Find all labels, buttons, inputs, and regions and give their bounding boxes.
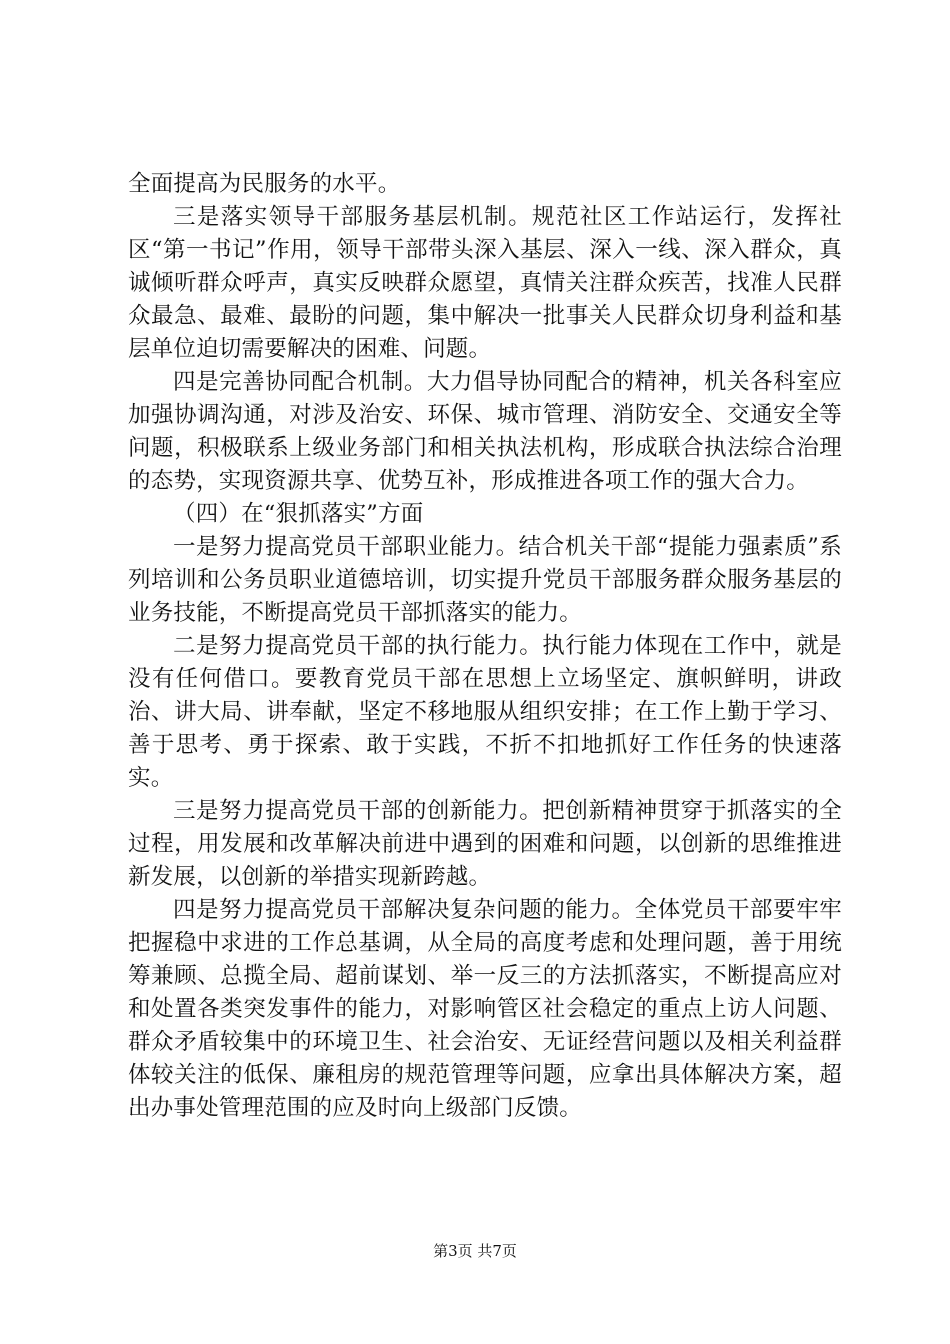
paragraph-1: 全面提高为民服务的水平。 [128, 171, 401, 197]
paragraph-2: 三是落实领导干部服务基层机制。规范社区工作站运行，发挥社区“第一书记”作用，领导干部带头深入基层、深入一线、深入群众，真诚倾听群众呼声，真实反映群众愿望，真情关注群众疾苦，找准人民群众最急、最难、最盼的问题，集中解决一批事关人民群众切身利益和基层单位迫切需要解决的困难、问题。 [128, 204, 842, 362]
paragraph-8: 四是努力提高党员干部解决复杂问题的能力。全体党员干部要牢牢把握稳中求进的工作总基调，从全局的高度考虑和处理问题，善于用统筹兼顾、总揽全局、超前谋划、举一反三的方法抓落实，不断提高应对和处置各类突发事件的能力，对影响管区社会稳定的重点上访人问题、群众矛盾较集中的环境卫生、社会治安、无证经营问题以及相关利益群体较关注的低保、廉租房的规范管理等问题，应拿出具体解决方案，超出办事处管理范围的应及时向上级部门反馈。 [128, 897, 842, 1121]
page-number-footer: 第3页 共7页 [433, 1242, 517, 1260]
document-body [128, 168, 842, 1125]
section-heading: （四）在“狠抓落实”方面 [173, 501, 424, 527]
paragraph-3: 四是完善协同配合机制。大力倡导协同配合的精神，机关各科室应加强协调沟通，对涉及治安、环保、城市管理、消防安全、交通安全等问题，积极联系上级业务部门和相关执法机构，形成联合执法综合治理的态势，实现资源共享、优势互补，形成推进各项工作的强大合力。 [128, 369, 842, 494]
paragraph-6: 二是努力提高党员干部的执行能力。执行能力体现在工作中，就是没有任何借口。要教育党员干部在思想上立场坚定、旗帜鲜明，讲政治、讲大局、讲奉献，坚定不移地服从组织安排；在工作上勤于学习、善于思考、勇于探索、敢于实践，不折不扣地抓好工作任务的快速落实。 [128, 633, 842, 791]
paragraph-5: 一是努力提高党员干部职业能力。结合机关干部“提能力强素质”系列培训和公务员职业道德培训，切实提升党员干部服务群众服务基层的业务技能，不断提高党员干部抓落实的能力。 [128, 534, 842, 626]
paragraph-7: 三是努力提高党员干部的创新能力。把创新精神贯穿于抓落实的全过程，用发展和改革解决前进中遇到的困难和问题，以创新的思维推进新发展，以创新的举措实现新跨越。 [128, 798, 842, 890]
